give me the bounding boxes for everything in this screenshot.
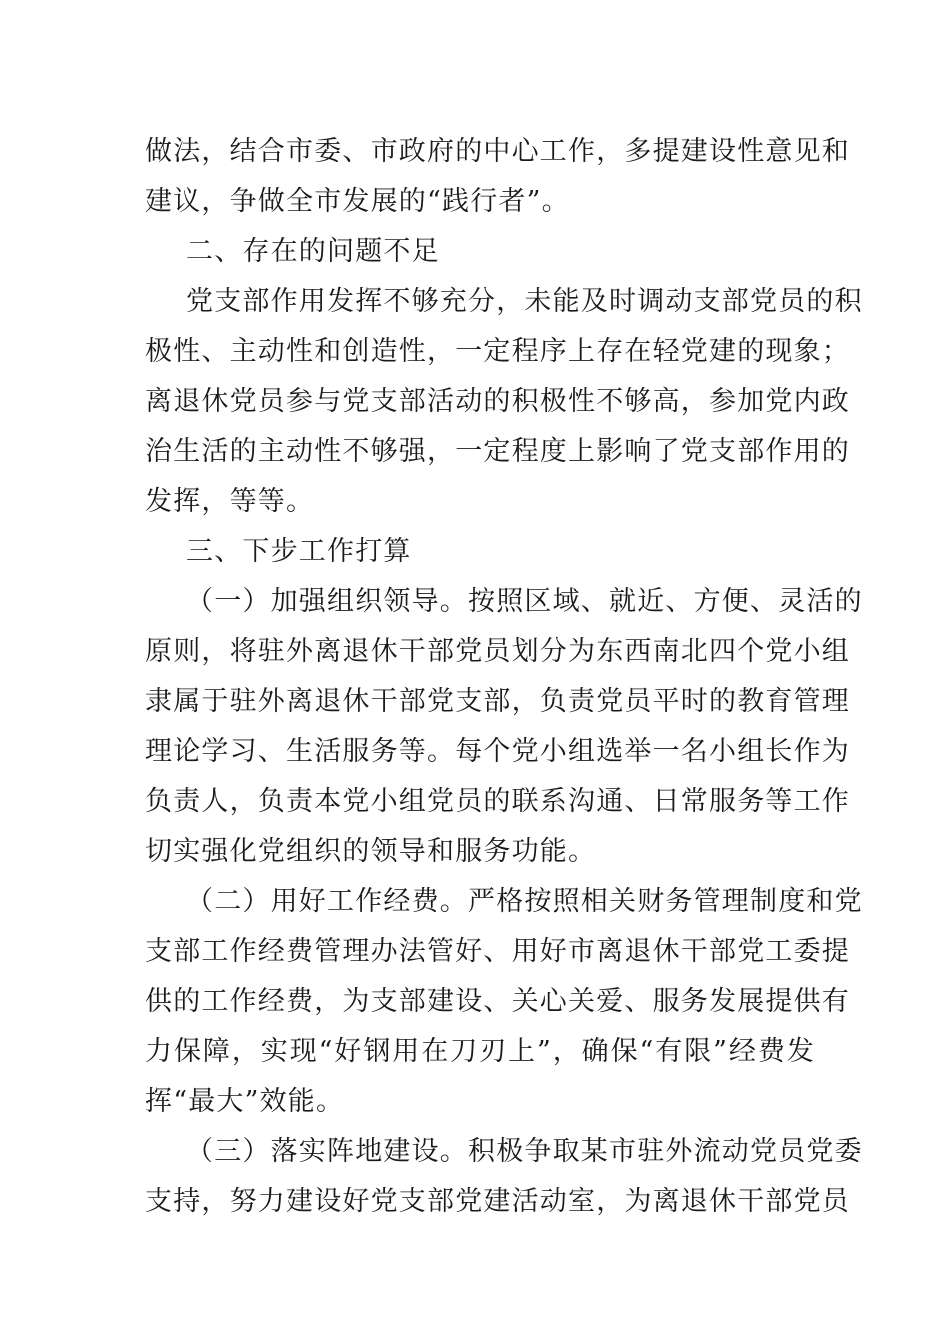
paragraph-line: 建议，争做全市发展的“践行者”。: [145, 186, 570, 217]
paragraph-line: 党支部作用发挥不够充分，未能及时调动支部党员的积: [186, 286, 863, 317]
paragraph-line: 发挥，等等。: [145, 486, 315, 517]
paragraph-line: 治生活的主动性不够强，一定程度上影响了党支部作用的: [145, 436, 850, 467]
paragraph-line: 做法，结合市委、市政府的中心工作，多提建设性意见和: [145, 136, 850, 167]
paragraph-line: 原则，将驻外离退休干部党员划分为东西南北四个党小组: [145, 636, 850, 667]
paragraph-line: 离退休党员参与党支部活动的积极性不够高，参加党内政: [145, 386, 850, 417]
paragraph-line: 负责人，负责本党小组党员的联系沟通、日常服务等工作: [145, 786, 850, 817]
paragraph-line: 隶属于驻外离退休干部党支部，负责党员平时的教育管理: [145, 686, 850, 717]
paragraph-line: 支持，努力建设好党支部党建活动室，为离退休干部党员: [145, 1186, 850, 1217]
paragraph-line: （一）加强组织领导。按照区域、就近、方便、灵活的: [186, 586, 863, 617]
paragraph-line: 理论学习、生活服务等。每个党小组选举一名小组长作为: [145, 736, 850, 767]
paragraph-line: 挥“最大”效能。: [145, 1086, 345, 1117]
paragraph-line: 切实强化党组织的领导和服务功能。: [145, 836, 597, 867]
paragraph-line: 供的工作经费，为支部建设、关心关爱、服务发展提供有: [145, 986, 850, 1017]
section-heading: 三、下步工作打算: [186, 536, 412, 567]
paragraph-line: 支部工作经费管理办法管好、用好市离退休干部党工委提: [145, 936, 850, 967]
paragraph-line: （三）落实阵地建设。积极争取某市驻外流动党员党委: [186, 1136, 863, 1167]
section-heading: 二、存在的问题不足: [186, 236, 440, 267]
paragraph-line: 极性、主动性和创造性，一定程序上存在轻党建的现象；: [145, 336, 850, 367]
paragraph-line: （二）用好工作经费。严格按照相关财务管理制度和党: [186, 886, 863, 917]
paragraph-line: 力保障，实现“好钢用在刀刃上”，确保“有限”经费发: [145, 1036, 815, 1067]
